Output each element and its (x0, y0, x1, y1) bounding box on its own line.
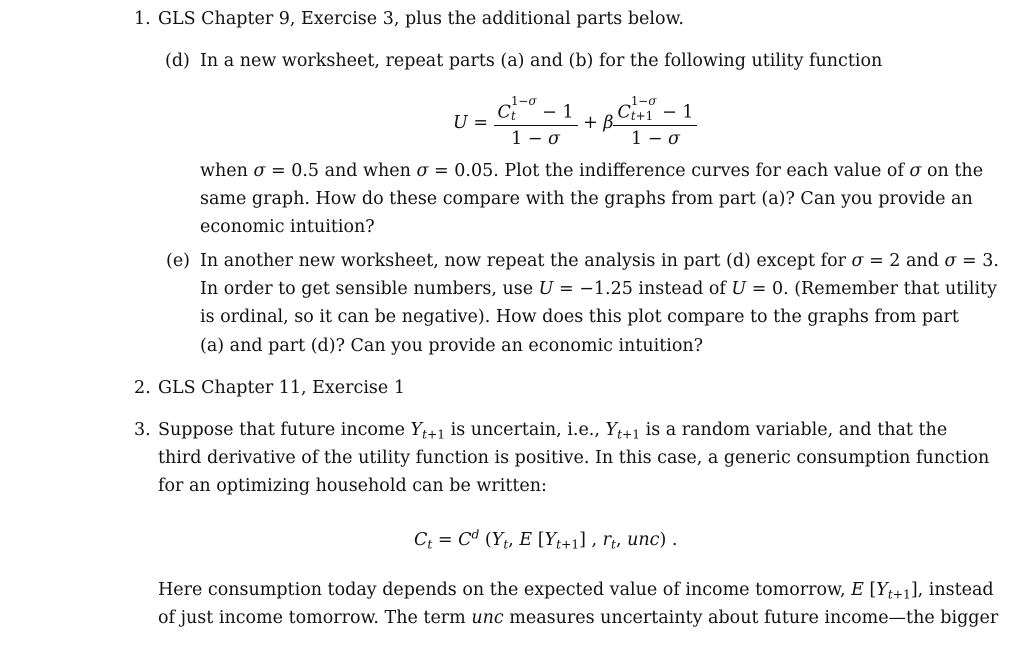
q3-line-2: third derivative of the utility function is positive. In this case, a generic consumption function (158, 448, 990, 468)
q3-after-line-1: Here consumption today depends on the expected value of income tomorrow, E $[Y_{t+1}]$, instead (158, 580, 994, 602)
q3-line-3: for an optimizing household can be written: (158, 476, 547, 496)
q1e-line-1: In another new worksheet, now repeat the analysis in part (d) except for σ = 2 and σ = 3. (200, 251, 999, 271)
q1e-line-4: (a) and part (d)? Can you provide an economic intuition? (200, 336, 704, 356)
q1d-after-line-2: same graph. How do these compare with the graphs from part (a)? Can you provide an (200, 189, 973, 209)
q2-number: 2. (134, 378, 151, 398)
q1d-after-line-3: economic intuition? (200, 217, 375, 237)
q1d-label: (d) (165, 51, 190, 71)
consumption-equation: $C_t = C^d$ ($Y_t$, E $[Y_{t+1}]$ , $r_t$, unc) . (414, 527, 678, 552)
q1d-after-line-1: when σ = 0.5 and when σ = 0.05. Plot the indifference curves for each value of σ on the (200, 161, 984, 181)
q3-line-1: Suppose that future income $Y_{t+1}$ is uncertain, i.e., $Y_{t+1}$ is a random variable, and that the (158, 420, 948, 442)
q1e-line-2: In order to get sensible numbers, use U = −1.25 instead of U = 0. (Remember that utility (200, 279, 997, 299)
q2-title: GLS Chapter 11, Exercise 1 (158, 378, 405, 398)
q1-title: GLS Chapter 9, Exercise 3, plus the additional parts below. (158, 9, 684, 29)
q1e-line-3: is ordinal, so it can be negative). How does this plot compare to the graphs from part (200, 307, 959, 327)
q3-number: 3. (134, 420, 151, 440)
q1-number: 1. (134, 9, 151, 29)
utility-equation: U = C 1−σ t − 1 1 − σ + β C 1−σ t+1 − 1 1 − σ (453, 98, 697, 149)
q1e-label: (e) (166, 251, 191, 271)
q1d-text: In a new worksheet, repeat parts (a) and (b) for the following utility function (200, 51, 883, 71)
q3-after-line-2: of just income tomorrow. The term unc measures uncertainty about future income—the bigger (158, 608, 999, 628)
